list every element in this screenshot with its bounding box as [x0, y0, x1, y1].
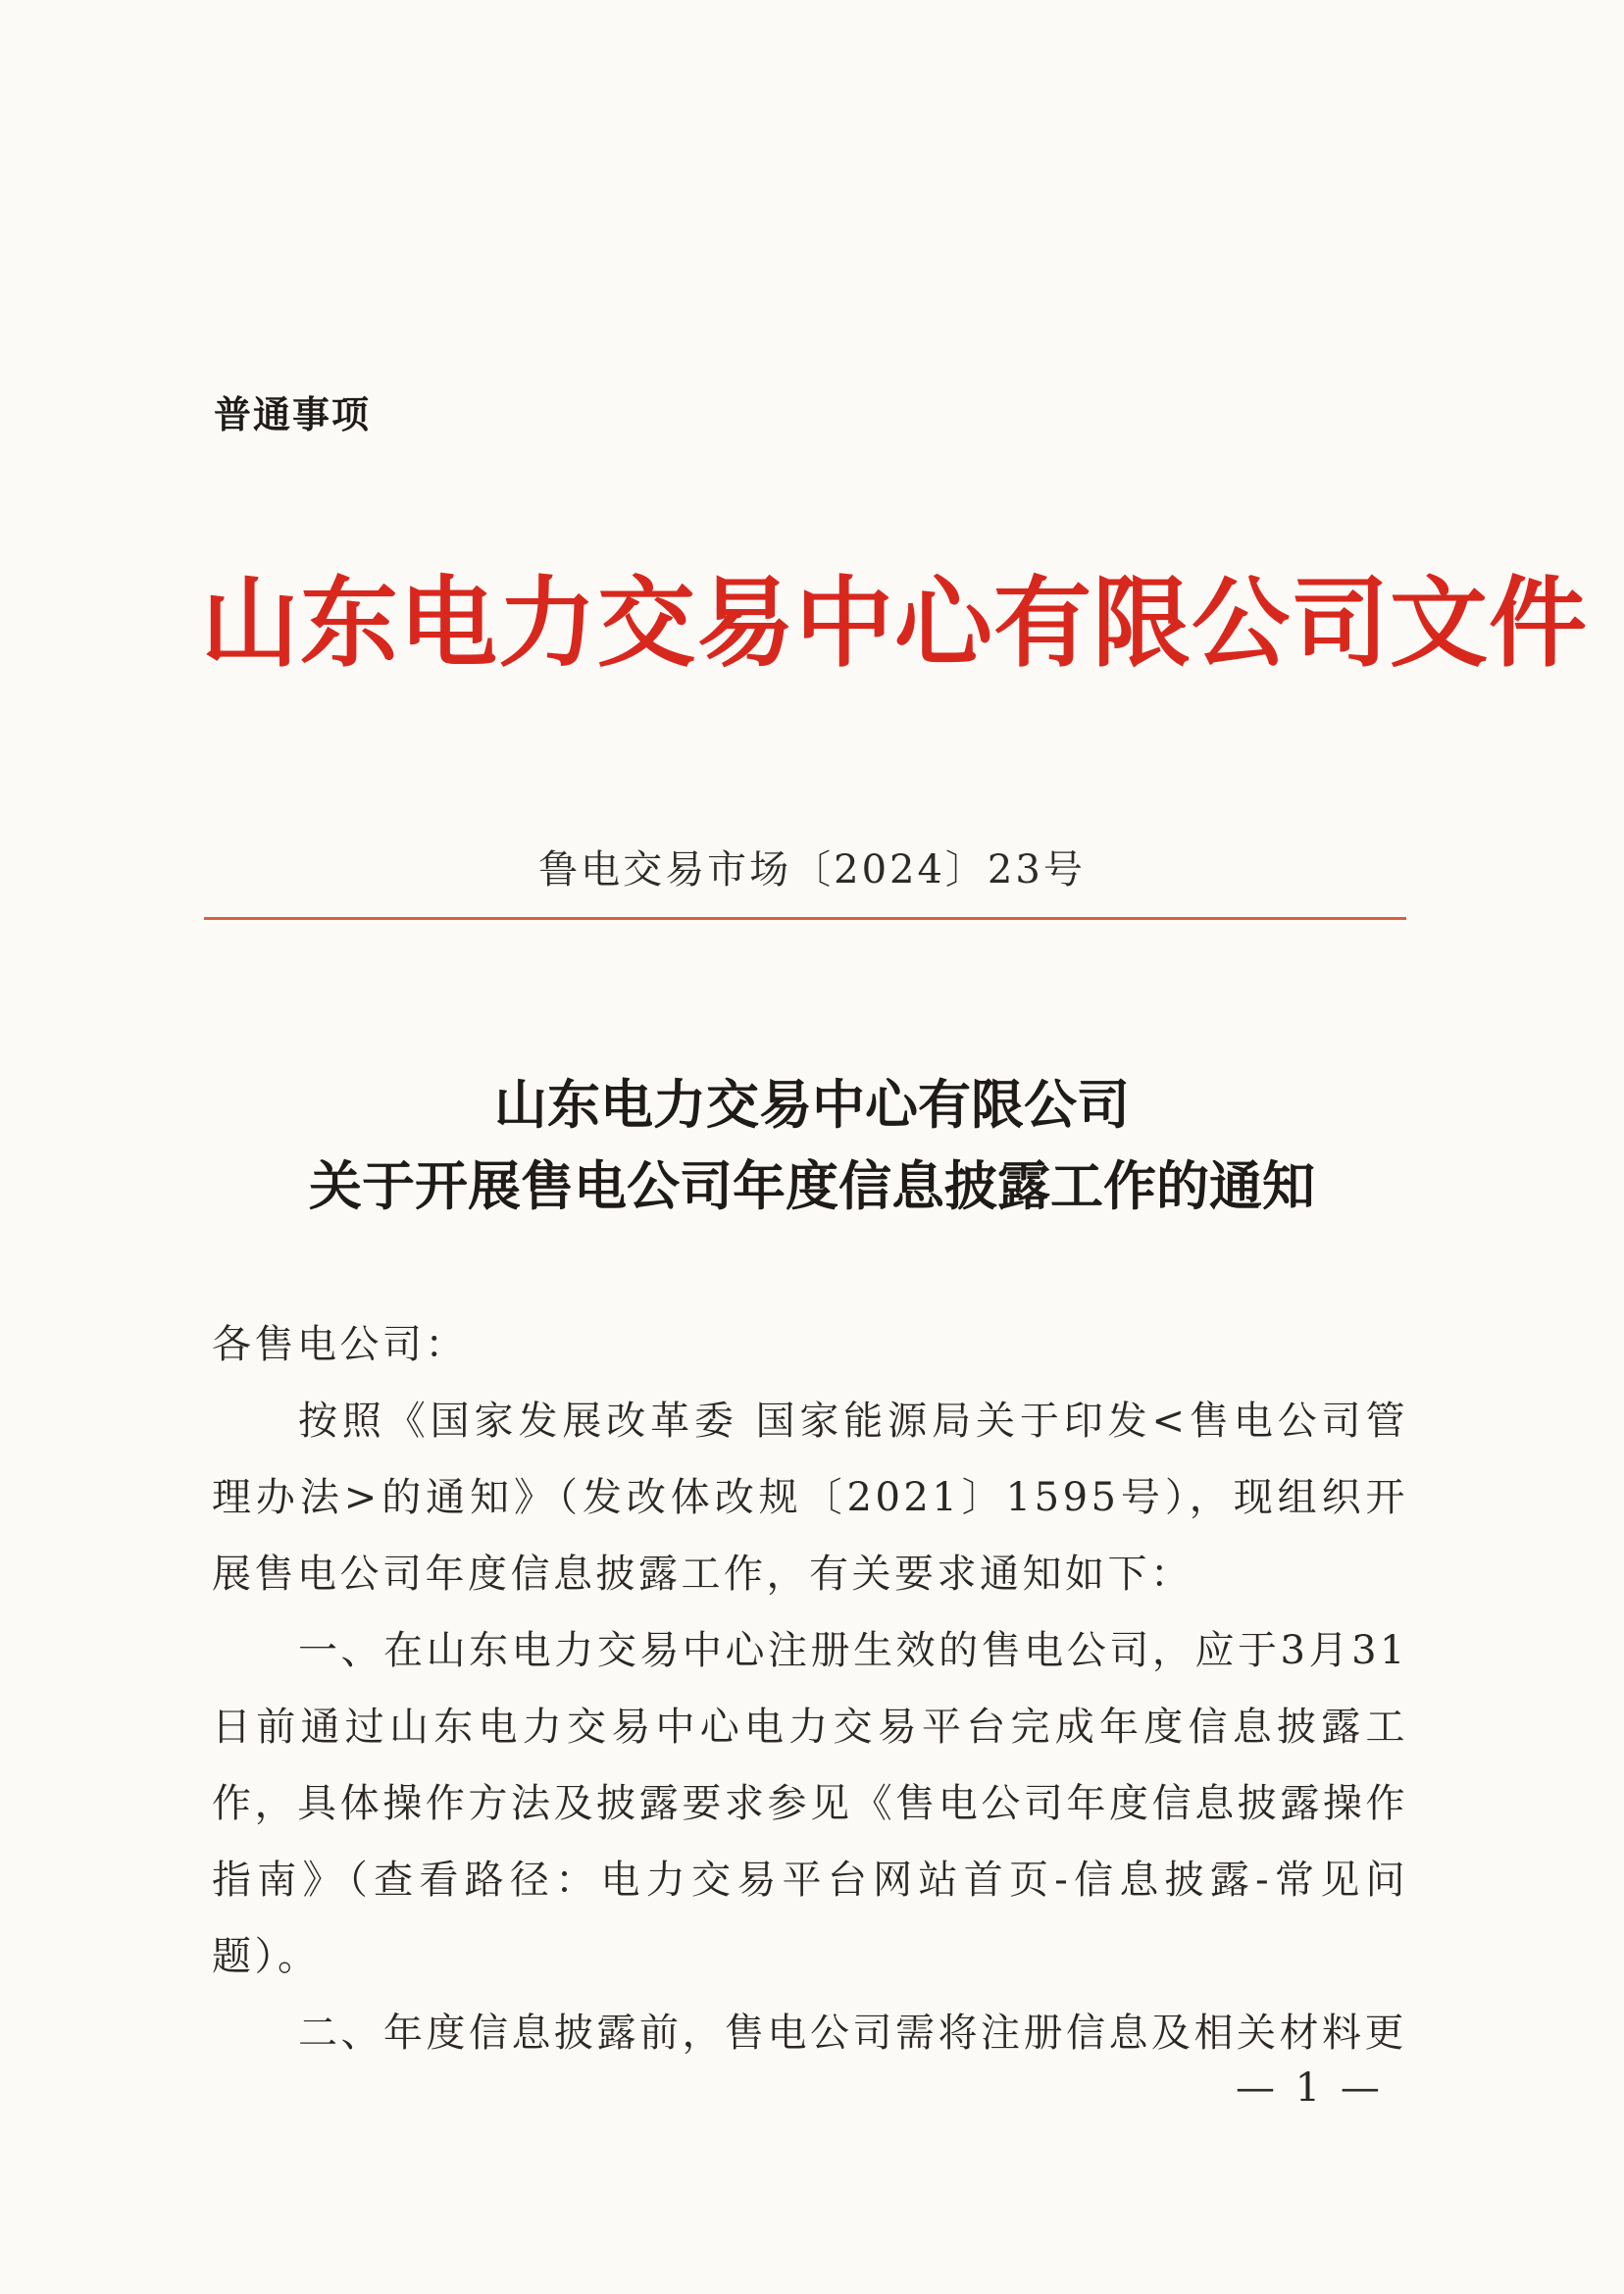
body-paragraph: 按照《国家发展改革委 国家能源局关于印发<售电公司管理办法>的通知》（发改体改规〔2021〕1595号），现组织开展售电公司年度信息披露工作，有关要求通知如下： — [212, 1399, 1408, 1597]
red-divider-line — [204, 917, 1406, 920]
body-paragraph: 一、在山东电力交易中心注册生效的售电公司，应于3月31日前通过山东电力交易中心电力交易平台完成年度信息披露工作，具体操作方法及披露要求参见《售电公司年度信息披露操作指南》（查看路径：电力交易平台网站首页-信息披露-常见问题）。 — [212, 1628, 1408, 1979]
body-paragraph: 二、年度信息披露前，售电公司需将注册信息及相关材料更 — [298, 2011, 1407, 2056]
classification-label: 普通事项 — [214, 393, 372, 436]
masthead-title: 山东电力交易中心有限公司文件 — [201, 565, 1588, 681]
notice-title-line-1: 山东电力交易中心有限公司 — [494, 1074, 1130, 1136]
salutation: 各售电公司： — [212, 1322, 468, 1367]
notice-title — [0, 1064, 1624, 1227]
page-number: — 1 — — [1236, 2065, 1384, 2111]
notice-title-line-2: 关于开展售电公司年度信息披露工作的通知 — [309, 1155, 1315, 1217]
document-number: 鲁电交易市场〔2024〕23号 — [538, 847, 1086, 892]
notice-body — [212, 1306, 1408, 2071]
